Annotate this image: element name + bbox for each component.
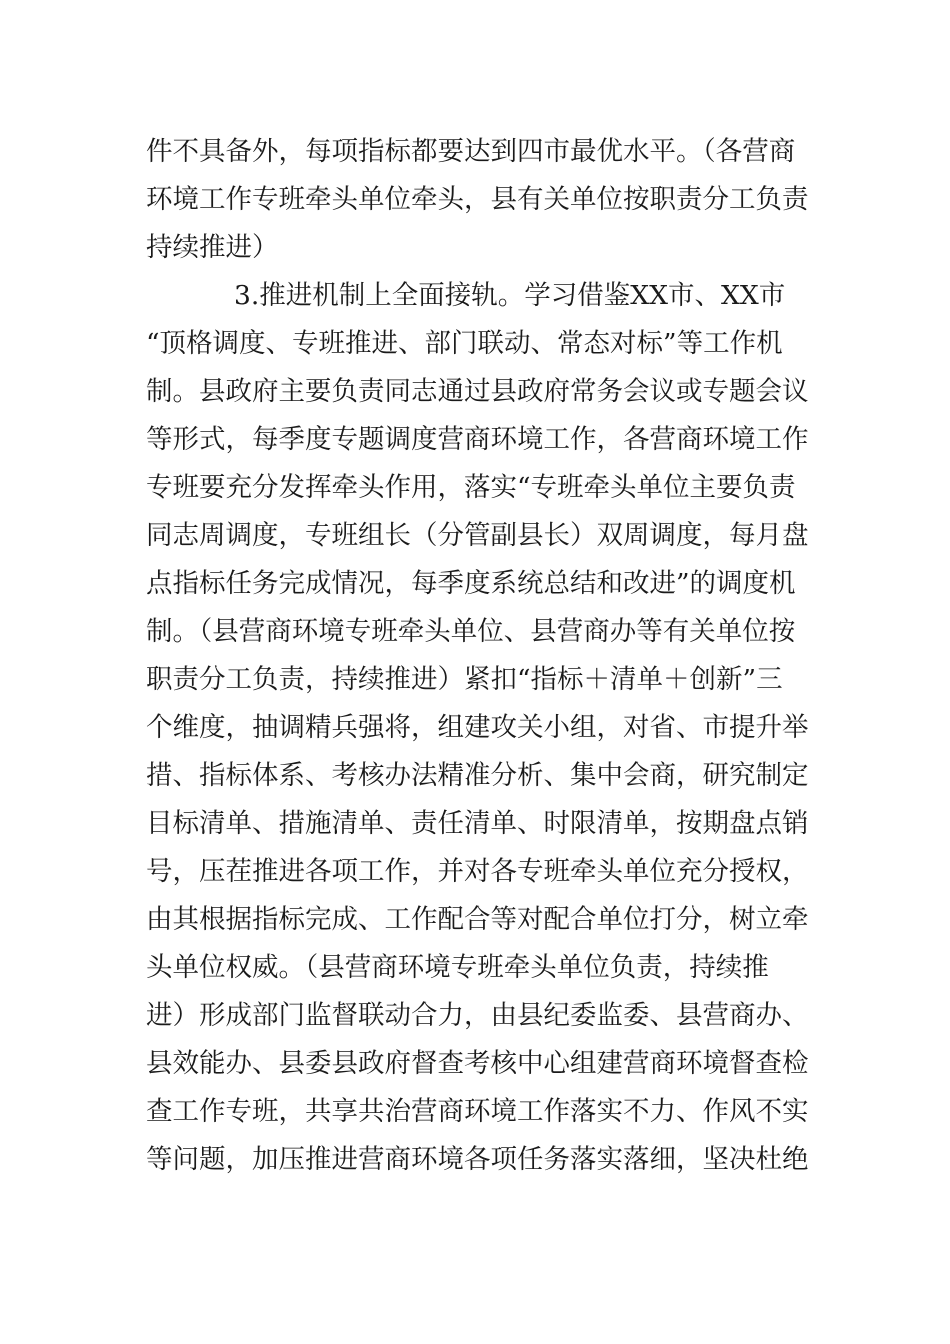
text-line: 查工作专班，共享共治营商环境工作落实不力、作风不实 <box>146 1096 809 1127</box>
text-line: 同志周调度，专班组长（分管副县长）双周调度，每月盘 <box>146 520 809 551</box>
text-line: 县效能办、县委县政府督查考核中心组建营商环境督查检 <box>146 1048 809 1079</box>
text-line: 专班要充分发挥牵头作用，落实“专班牵头单位主要负责 <box>146 472 796 503</box>
text-line: 点指标任务完成情况，每季度系统总结和改进”的调度机 <box>146 568 796 599</box>
text-line: 头单位权威。（县营商环境专班牵头单位负责，持续推 <box>146 952 769 983</box>
text-line: 环境工作专班牵头单位牵头，县有关单位按职责分工负责 <box>146 184 809 215</box>
text-line: 制。（县营商环境专班牵头单位、县营商办等有关单位按 <box>146 616 796 647</box>
text-line: 等问题，加压推进营商环境各项任务落实落细，坚决杜绝 <box>146 1144 809 1175</box>
text-line: 进）形成部门监督联动合力，由县纪委监委、县营商办、 <box>146 1000 809 1031</box>
section-heading-line: 3.推进机制上全面接轨。学习借鉴XX市、XX市 <box>234 280 786 311</box>
text-line: 件不具备外，每项指标都要达到四市最优水平。（各营商 <box>146 136 796 167</box>
text-line: 制。县政府主要负责同志通过县政府常务会议或专题会议 <box>146 376 809 407</box>
text-line: 由其根据指标完成、工作配合等对配合单位打分，树立牵 <box>146 904 809 935</box>
text-line: 职责分工负责，持续推进）紧扣“指标＋清单＋创新”三 <box>146 664 783 695</box>
text-line: 措、指标体系、考核办法精准分析、集中会商，研究制定 <box>146 760 809 791</box>
text-line: “顶格调度、专班推进、部门联动、常态对标”等工作机 <box>146 328 783 359</box>
text-line: 目标清单、措施清单、责任清单、时限清单，按期盘点销 <box>146 808 809 839</box>
text-line: 等形式，每季度专题调度营商环境工作，各营商环境工作 <box>146 424 809 455</box>
body-text <box>146 128 816 1184</box>
text-line: 持续推进） <box>146 232 279 263</box>
text-line: 号，压茬推进各项工作，并对各专班牵头单位充分授权， <box>146 856 809 887</box>
text-line: 个维度，抽调精兵强将，组建攻关小组，对省、市提升举 <box>146 712 809 743</box>
